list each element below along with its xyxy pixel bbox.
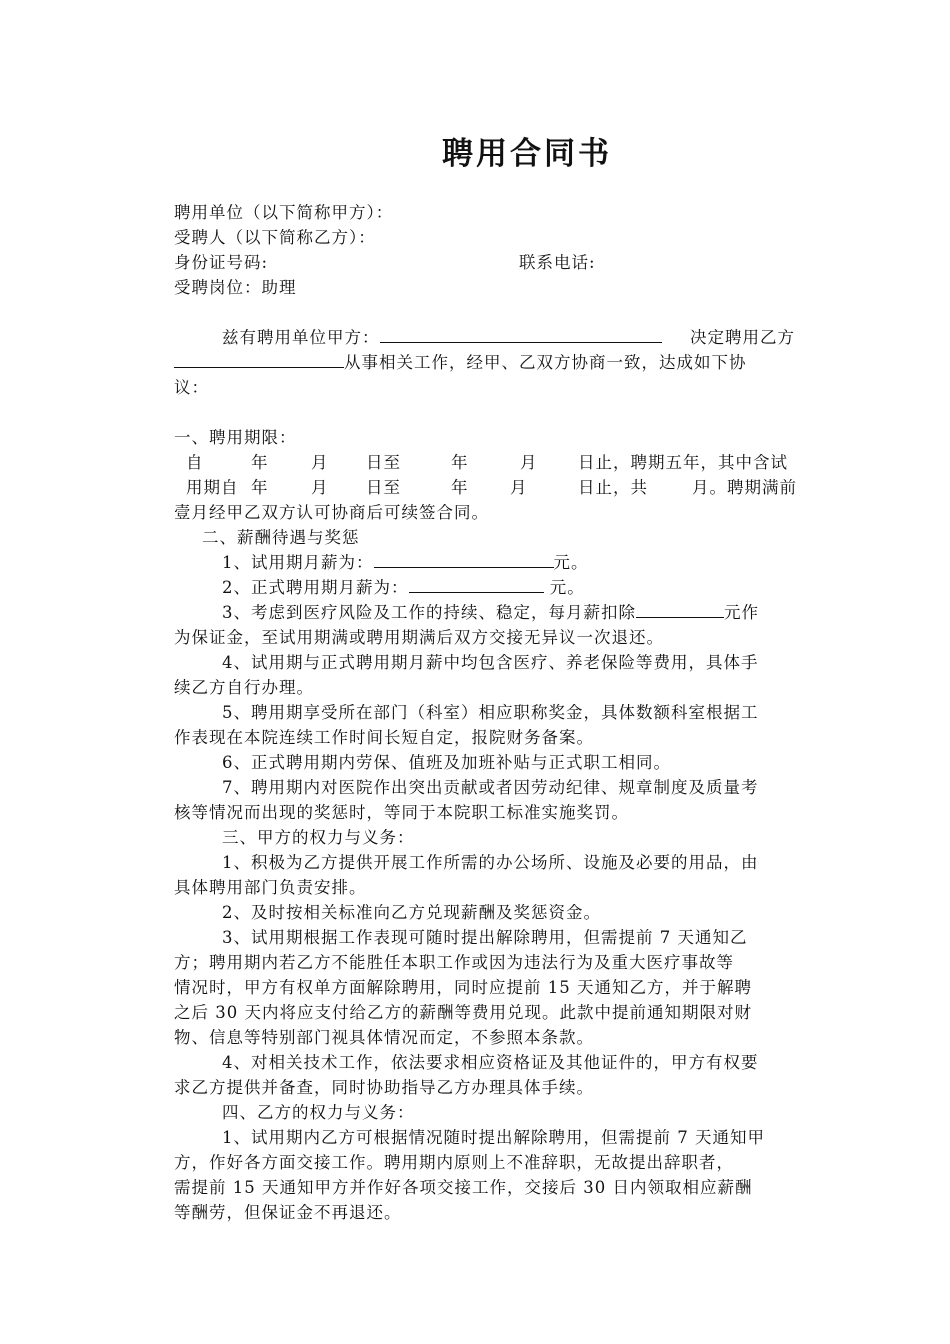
salary-probation-label: 1、试用期月薪为：: [222, 553, 374, 572]
salary-item-5: 5、聘用期享受所在部门（科室）相应职称奖金，具体数额科室根据工: [222, 703, 759, 722]
salary-item-1: [222, 551, 814, 575]
preamble-part1: 兹有聘用单位甲方：: [222, 328, 380, 347]
term-text: 年: [251, 453, 269, 472]
term-text: 日止，共: [578, 478, 648, 497]
employer-item-3-cont: 方；聘用期内若乙方不能胜任本职工作或因为违法行为及重大医疗事故等: [174, 953, 734, 972]
salary-item-7-cont: 核等情况而出现的奖惩时，等同于本院职工标准实施奖罚。: [174, 803, 629, 822]
salary-item-2: [222, 576, 814, 600]
employee-blank: [174, 351, 344, 368]
employer-item-1-cont: 具体聘用部门负责安排。: [174, 878, 367, 897]
employee-line: 受聘人（以下简称乙方）：: [174, 228, 376, 247]
term-text: 日至: [366, 478, 401, 497]
employee-item-1-cont: 方，作好各方面交接工作。聘用期内原则上不准辞职，无故提出辞职者，: [174, 1153, 734, 1172]
employee-item-1: 1、试用期内乙方可根据情况随时提出解除聘用，但需提前 7 天通知甲: [222, 1128, 765, 1147]
employee-item-1-cont: 需提前 15 天通知甲方并作好各项交接工作，交接后 30 日内领取相应薪酬: [174, 1178, 753, 1197]
term-text: 月: [311, 453, 329, 472]
id-phone-line: [174, 251, 814, 275]
term-text: 月: [520, 453, 538, 472]
employer-item-4-cont: 求乙方提供并备查，同时协助指导乙方办理具体手续。: [174, 1078, 594, 1097]
section3-heading: 三、甲方的权力与义务：: [222, 828, 415, 847]
deposit-text: 3、考虑到医疗风险及工作的持续、稳定，每月薪扣除: [222, 603, 636, 622]
employer-item-1: 1、积极为乙方提供开展工作所需的办公场所、设施及必要的用品，由: [222, 853, 759, 872]
preamble-line-3: 议：: [174, 378, 209, 397]
employer-item-3-cont: 物、信息等特别部门视具体情况而定，不参照本条款。: [174, 1028, 594, 1047]
term-text: 用期自: [186, 478, 239, 497]
preamble-part2: 决定聘用乙方: [690, 328, 795, 347]
id-number-label: 身份证号码:: [174, 253, 269, 272]
term-text: 年: [451, 453, 469, 472]
employer-blank: [380, 326, 662, 343]
term-text: 自: [186, 453, 204, 472]
salary-item-6: 6、正式聘用期内劳保、值班及加班补贴与正式职工相同。: [222, 753, 671, 772]
section4-heading: 四、乙方的权力与义务：: [222, 1103, 415, 1122]
position-line: 受聘岗位：助理: [174, 278, 297, 297]
preamble-line-1: [222, 326, 814, 350]
term-text: 年: [251, 478, 269, 497]
yuan-unit: 元。: [549, 578, 585, 597]
term-text: 日至: [366, 453, 401, 472]
employer-item-2: 2、及时按相关标准向乙方兑现薪酬及奖惩资金。: [222, 903, 601, 922]
probation-salary-blank: [374, 551, 554, 568]
term-text: 日止，聘期五年，其中含试: [578, 453, 788, 472]
preamble-part3: 从事相关工作，经甲、乙双方协商一致，达成如下协: [344, 353, 747, 372]
term-text: 月: [311, 478, 329, 497]
term-text: 月: [510, 478, 528, 497]
salary-formal-label: 2、正式聘用期月薪为：: [222, 578, 409, 597]
term-line-3: 壹月经甲乙双方认可协商后可续签合同。: [174, 503, 489, 522]
employer-item-4: 4、对相关技术工作，依法要求相应资格证及其他证件的，甲方有权要: [222, 1053, 759, 1072]
salary-item-3-cont: 为保证金，至试用期满或聘用期满后双方交接无异议一次退还。: [174, 628, 664, 647]
employer-item-3-cont: 情况时，甲方有权单方面解除聘用，同时应提前 15 天通知乙方，并于解聘: [174, 978, 752, 997]
preamble-line-2: [174, 351, 814, 375]
salary-item-3: [222, 601, 814, 625]
employer-item-3: 3、试用期根据工作表现可随时提出解除聘用，但需提前 7 天通知乙: [222, 928, 748, 947]
document-title: 聘用合同书: [442, 136, 612, 172]
employer-item-3-cont: 之后 30 天内将应支付给乙方的薪酬等费用兑现。此款中提前通知期限对财: [174, 1003, 752, 1022]
employer-line: 聘用单位（以下简称甲方）：: [174, 203, 394, 222]
salary-item-4-cont: 续乙方自行办理。: [174, 678, 314, 697]
deposit-unit: 元作: [724, 603, 759, 622]
phone-label: 联系电话:: [519, 253, 596, 272]
section2-heading: 二、薪酬待遇与奖惩: [202, 528, 360, 547]
salary-item-4: 4、试用期与正式聘用期月薪中均包含医疗、养老保险等费用，具体手: [222, 653, 759, 672]
salary-item-5-cont: 作表现在本院连续工作时间长短自定，报院财务备案。: [174, 728, 594, 747]
employee-item-1-cont: 等酬劳，但保证金不再退还。: [174, 1203, 402, 1222]
term-text: 月。聘期满前: [692, 478, 797, 497]
deposit-blank: [636, 601, 724, 618]
yuan-unit: 元。: [553, 553, 589, 572]
formal-salary-blank: [409, 576, 544, 593]
term-text: 年: [451, 478, 469, 497]
section1-heading: 一、聘用期限：: [174, 428, 297, 447]
salary-item-7: 7、聘用期内对医院作出突出贡献或者因劳动纪律、规章制度及质量考: [222, 778, 759, 797]
